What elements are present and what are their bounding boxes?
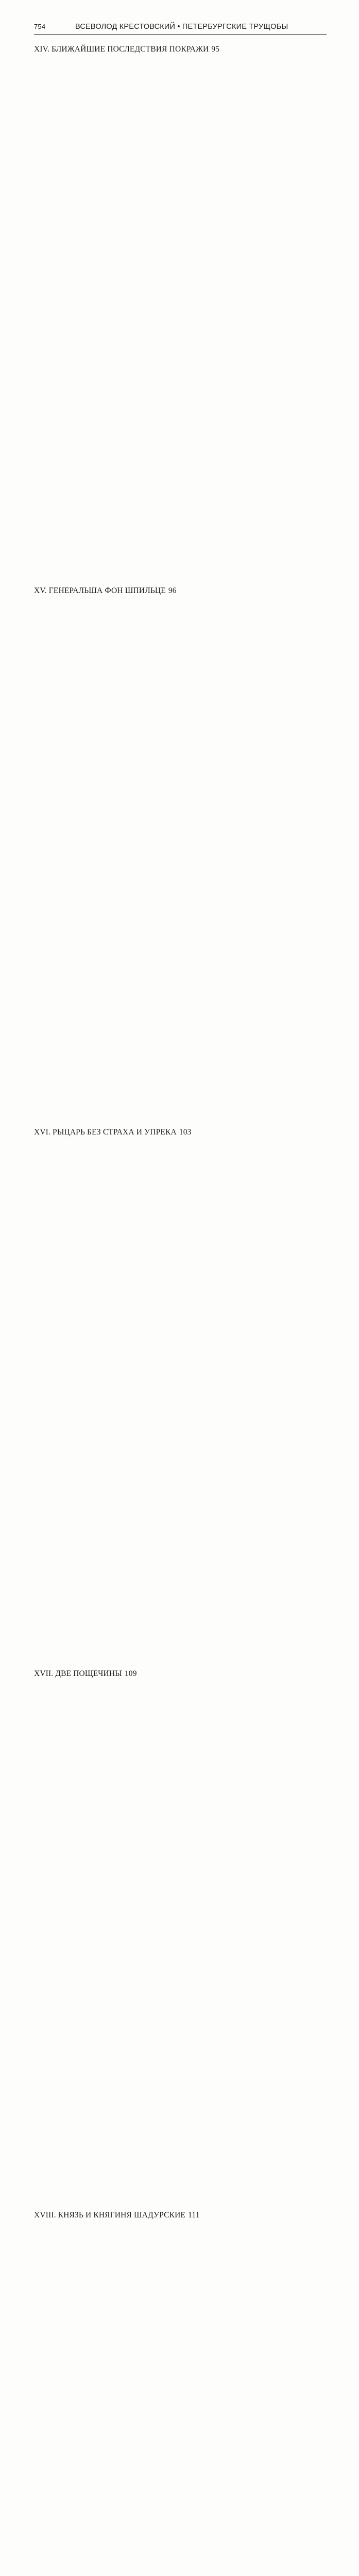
table-of-contents <box>34 44 326 2576</box>
toc-entry[interactable] <box>34 1669 326 2204</box>
toc-entry[interactable] <box>34 44 326 580</box>
page-number: 754 <box>34 23 46 30</box>
toc-entry-page: 111 <box>188 2211 200 2220</box>
running-title: ВСЕВОЛОД КРЕСТОВСКИЙ • ПЕТЕРБУРГСКИЕ ТРУЩОБЫ <box>75 23 288 31</box>
toc-entry-title: XVI. РЫЦАРЬ БЕЗ СТРАХА И УПРЕКА <box>34 1128 177 1137</box>
toc-entry[interactable] <box>34 586 326 1121</box>
toc-entry[interactable] <box>34 1127 326 1663</box>
toc-entry-title: XVII. ДВЕ ПОЩЕЧИНЫ <box>34 1669 122 1679</box>
toc-entry-title: XVIII. КНЯЗЬ И КНЯГИНЯ ШАДУРСКИЕ <box>34 2211 186 2220</box>
toc-entry-page: 109 <box>124 1669 137 1679</box>
toc-entry-page: 96 <box>168 586 177 596</box>
toc-entry-page: 95 <box>211 45 220 54</box>
header-rule <box>34 34 327 35</box>
toc-entry[interactable] <box>34 2210 326 2576</box>
toc-entry-title: XIV. БЛИЖАЙШИЕ ПОСЛЕДСТВИЯ ПОКРАЖИ <box>34 45 209 54</box>
toc-part1-list <box>34 44 326 2576</box>
running-header <box>34 23 327 34</box>
toc-entry-title: XV. ГЕНЕРАЛЬША ФОН ШПИЛЬЦЕ <box>34 586 166 596</box>
toc-entry-page: 103 <box>179 1128 192 1137</box>
